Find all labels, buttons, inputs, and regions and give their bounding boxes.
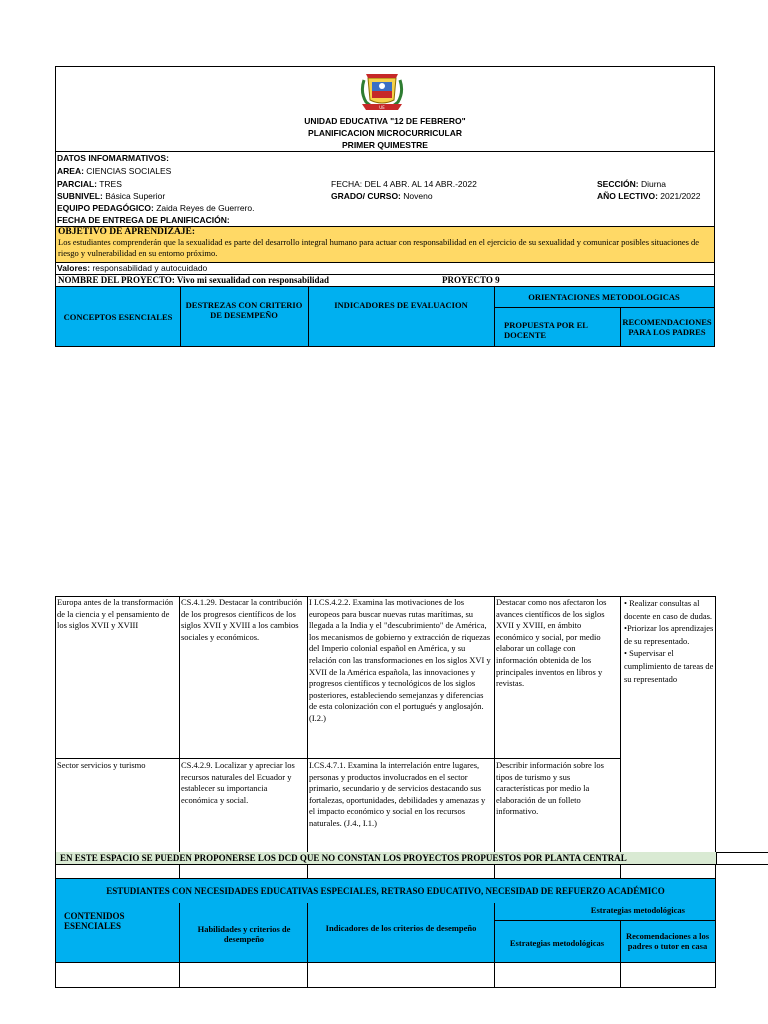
row2-concepto: Sector servicios y turismo <box>57 760 146 770</box>
row2-destreza: CS.4.2.9. Localizar y apreciar los recursos naturales del Ecuador y establecer su importancia económica y social. <box>181 760 295 805</box>
objetivo-title: OBJETIVO DE APRENDIZAJE: <box>58 227 196 237</box>
anio-field: AÑO LECTIVO: 2021/2022 <box>597 191 701 201</box>
recomendaciones-padres: • Realizar consultas al docente en caso de dudas. •Priorizar los aprendizajes de su representado. • Supervisar el cumplimiento de tareas de su representado <box>624 598 714 684</box>
school-name: UNIDAD EDUCATIVA "12 DE FEBRERO" <box>304 116 466 126</box>
period-title: PRIMER QUIMESTRE <box>342 140 428 150</box>
nee-habilidades: Habilidades y criterios de desempeño <box>197 924 291 944</box>
row2-indicador: I.CS.4.7.1. Examina la interrelación entre lugares, personas y productos involucrados en el sector primario, secundario y de servicios destacando sus fortalezas, oportunidades, debilidades y amenazas y el impacto económico y social en los recursos naturales. (J.4., I.1.) <box>309 760 486 828</box>
school-crest-logo <box>358 70 406 112</box>
col-destrezas: DESTREZAS CON CRITERIO DE DESEMPEÑO <box>185 299 303 320</box>
col-indicadores: INDICADORES DE EVALUACION <box>334 299 468 310</box>
col-propuesta: PROPUESTA POR EL DOCENTE <box>504 320 588 340</box>
col-orientaciones: ORIENTACIONES METODOLOGICAS <box>528 292 680 302</box>
proyecto-row <box>56 275 714 286</box>
col-recomendaciones: RECOMENDACIONES PARA LOS PADRES <box>622 316 712 337</box>
dcd-note: EN ESTE ESPACIO SE PUEDEN PROPONERSE LOS DCD QUE NO CONSTAN LOS PROYECTOS PROPUESTOS POR PLANTA CENTRAL <box>60 853 627 863</box>
dcd-note-bar <box>56 852 716 864</box>
entrega-field: FECHA DE ENTREGA DE PLANIFICACIÓN: <box>57 215 230 225</box>
seccion-field: SECCIÓN: Diurna <box>597 179 666 189</box>
row1-propuesta: Destacar como nos afectaron los avances científicos de los siglos XVII y XVIII, en ámbito económico y social, por medio elaborar un collage con información obtenida de los principales inventos en libros y revistas. <box>496 597 607 689</box>
nee-recomendaciones: Recomendaciones a los padres o tutor en casa <box>625 931 710 951</box>
area-field: AREA: CIENCIAS SOCIALES <box>57 166 172 176</box>
nee-contenidos: CONTENIDOS ESENCIALES <box>64 911 125 931</box>
equipo-field: EQUIPO PEDAGÓGICO: Zaida Reyes de Guerrero. <box>57 203 255 213</box>
row2-propuesta: Describir información sobre los tipos de turismo y sus características por medio la elaboración de un folleto informativo. <box>496 760 604 817</box>
svg-text:UE: UE <box>379 105 385 110</box>
row1-concepto: Europa antes de la transformación de la ciencia y el pensamiento de los siglos XVII y XVIII <box>57 597 174 631</box>
nee-indicadores: Indicadores de los criterios de desempeño <box>325 923 477 933</box>
fecha-field: FECHA: DEL 4 ABR. AL 14 ABR.-2022 <box>331 179 477 189</box>
row1-destreza: CS.4.1.29. Destacar la contribución de los progresos científicos de los siglos XVII y XVIII a los cambios sociales y económicos. <box>181 597 303 642</box>
parcial-field: PARCIAL: TRES <box>57 179 122 189</box>
objetivo-section <box>56 227 714 262</box>
grado-field: GRADO/ CURSO: Noveno <box>331 191 433 201</box>
col-conceptos: CONCEPTOS ESENCIALES <box>63 311 173 322</box>
objetivo-text: Los estudiantes comprenderán que la sexualidad es parte del desarrollo integral humano para actuar con responsabilidad en el ejercicio de su sexualidad y comunicar posibles situaciones de riesgo y vulnerabilidad en su entorno próximo. <box>58 237 700 258</box>
valores-field: Valores: responsabilidad y autocuidado <box>57 263 208 273</box>
plan-title: PLANIFICACION MICROCURRICULAR <box>308 128 462 138</box>
subnivel-field: SUBNIVEL: Básica Superior <box>57 191 166 201</box>
proyecto-name: NOMBRE DEL PROYECTO: Vivo mi sexualidad con responsabilidad <box>58 275 329 285</box>
nee-estrategias-group: Estrategias metodológicas <box>590 905 685 915</box>
nee-estrategias: Estrategias metodológicas <box>509 938 605 948</box>
nee-title: ESTUDIANTES CON NECESIDADES EDUCATIVAS ESPECIALES, RETRASO EDUCATIVO, NECESIDAD DE REFUERZO ACADÉMICO <box>106 886 665 896</box>
row1-indicador: I I.CS.4.2.2. Examina las motivaciones de los europeos para buscar nuevas rutas marítimas, su llegada a la India y el "descubrimiento" de América, los mecanismos de gobierno y extracción de riquezas del Imperio colonial español en América, y su relación con las transformaciones en los siglos XVI y XVII de la América española, las innovaciones y progresos científicos y tecnológicos de los siglos posteriores, estableciendo semejanzas y diferencias de esta colonización con el portugués y anglosajón. (I.2.) <box>309 597 491 723</box>
proyecto-number: PROYECTO 9 <box>442 275 500 285</box>
datos-heading: DATOS INFOMARMATIVOS: <box>57 153 169 163</box>
